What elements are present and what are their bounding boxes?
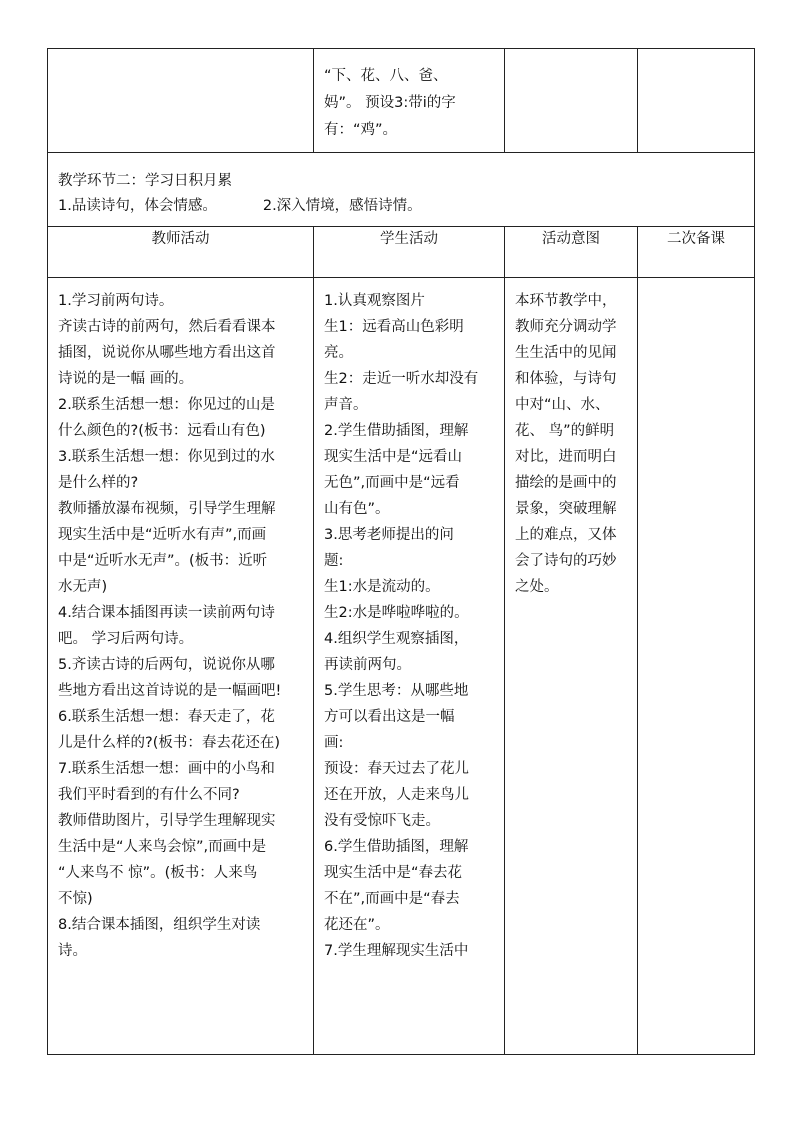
text-line: 不惊)	[58, 891, 93, 907]
text-line: 6.联系生活想一想：春天走了，花	[58, 709, 275, 725]
text-line: 不在”,而画中是“春去	[324, 891, 460, 907]
content-row	[48, 278, 755, 1055]
text-line: 2.联系生活想一想：你见过的山是	[58, 397, 275, 413]
text-line: 中对“山、水、	[515, 397, 610, 413]
header-row	[48, 227, 755, 278]
text-line: 题:	[324, 553, 344, 569]
text-line: 声音。	[324, 397, 368, 413]
text-line: 3.思考老师提出的问	[324, 527, 454, 543]
text-line: 现实生活中是“近听水有声”,而画	[58, 527, 267, 543]
text-line: 6.学生借助插图，理解	[324, 839, 469, 855]
text-line: 些地方看出这首诗说的是一幅画吧!	[58, 683, 282, 699]
text-line: 亮。	[324, 345, 353, 361]
text-line: 本环节教学中，	[515, 293, 617, 309]
text-line: 8.结合课本插图，组织学生对读	[58, 917, 261, 933]
text-line: 有：“鸡”。	[324, 122, 398, 138]
goal-2: 2.深入情境，感悟诗情。	[262, 198, 422, 214]
text-line: 会了诗句的巧妙	[515, 553, 617, 569]
text-line: 现实生活中是“远看山	[324, 449, 463, 465]
text-line: 教师借助图片，引导学生理解现实	[58, 813, 276, 829]
teacher-cell-cont	[48, 49, 314, 153]
text-line: 描绘的是画中的	[515, 475, 617, 491]
text-line: 预设：春天过去了花儿	[324, 761, 469, 777]
text-line: 对比，进而明白	[515, 449, 617, 465]
section-cell	[48, 153, 755, 227]
continuation-row	[48, 49, 755, 153]
text-line: 4.组织学生观察插图，	[324, 631, 469, 647]
text-line: 我们平时看到的有什么不同?	[58, 787, 240, 803]
text-line: 生生活中的见闻	[515, 345, 617, 361]
text-line: 没有受惊吓飞走。	[324, 813, 440, 829]
text-line: 景象，突破理解	[515, 501, 617, 517]
text-line: 4.结合课本插图再读一读前两句诗	[58, 605, 275, 621]
text-line: 花还在”。	[324, 917, 390, 933]
text-line: “人来鸟不 惊”。(板书：人来鸟	[58, 865, 258, 881]
text-line: 5.学生思考：从哪些地	[324, 683, 469, 699]
text-line: 什么颜色的?(板书：远看山有色)	[58, 423, 266, 439]
text-line: 1.认真观察图片	[324, 293, 425, 309]
text-line: “下、花、八、爸、	[324, 68, 448, 84]
text-line: 无色”,而画中是“远看	[324, 475, 460, 491]
activity-intent-cell	[505, 278, 638, 1055]
text-line: 7.学生理解现实生活中	[324, 943, 469, 959]
text-line: 插图，说说你从哪些地方看出这首	[58, 345, 276, 361]
text-line: 现实生活中是“春去花	[324, 865, 463, 881]
text-line: 妈”。 预设3:带i的字	[324, 95, 456, 111]
student-cell-cont	[314, 49, 505, 153]
text-line: 山有色”。	[324, 501, 390, 517]
text-line: 还在开放，人走来鸟儿	[324, 787, 469, 803]
second-prep-cell	[638, 278, 755, 1055]
text-line: 7.联系生活想一想：画中的小鸟和	[58, 761, 275, 777]
text-line: 诗。	[58, 943, 87, 959]
text-line: 儿是什么样的?(板书：春去花还在)	[58, 735, 281, 751]
text-line: 生1:水是流动的。	[324, 579, 440, 595]
text-line: 5.齐读古诗的后两句，说说你从哪	[58, 657, 275, 673]
section-row	[48, 153, 755, 227]
text-line: 生2：走近一听水却没有	[324, 371, 479, 387]
text-line: 生1：远看高山色彩明	[324, 319, 464, 335]
lesson-plan-table	[47, 48, 755, 1055]
text-line: 再读前两句。	[324, 657, 411, 673]
text-line: 生2:水是哗啦哗啦的。	[324, 605, 469, 621]
section-goals	[58, 194, 746, 219]
text-line: 教师播放瀑布视频，引导学生理解	[58, 501, 276, 517]
goal-1: 1.品读诗句，体会情感。	[58, 198, 217, 214]
teacher-activity-cell	[48, 278, 314, 1055]
header-second-prep: 二次备课	[638, 227, 755, 278]
text-line: 和体验，与诗句	[515, 371, 617, 387]
text-line: 吧。 学习后两句诗。	[58, 631, 194, 647]
text-line: 方可以看出这是一幅	[324, 709, 455, 725]
backup-cell-cont	[638, 49, 755, 153]
text-line: 中是“近听水无声”。(板书：近听	[58, 553, 268, 569]
text-line: 之处。	[515, 579, 559, 595]
text-line: 花、 鸟”的鲜明	[515, 423, 615, 439]
text-line: 是什么样的?	[58, 475, 139, 491]
text-line: 1.学习前两句诗。	[58, 293, 174, 309]
text-line: 2.学生借助插图，理解	[324, 423, 469, 439]
text-line: 生活中是“人来鸟会惊”,而画中是	[58, 839, 267, 855]
text-line: 齐读古诗的前两句，然后看看课本	[58, 319, 276, 335]
student-activity-cell	[314, 278, 505, 1055]
header-student-activity: 学生活动	[314, 227, 505, 278]
header-activity-intent: 活动意图	[505, 227, 638, 278]
text-line: 教师充分调动学	[515, 319, 617, 335]
section-title: 教学环节二：学习日积月累	[58, 173, 232, 189]
text-line: 诗说的是一幅 画的。	[58, 371, 194, 387]
intent-cell-cont	[505, 49, 638, 153]
text-line: 水无声)	[58, 579, 108, 595]
header-teacher-activity: 教师活动	[48, 227, 314, 278]
text-line: 画:	[324, 735, 344, 751]
text-line: 3.联系生活想一想：你见到过的水	[58, 449, 275, 465]
text-line: 上的难点，又体	[515, 527, 617, 543]
